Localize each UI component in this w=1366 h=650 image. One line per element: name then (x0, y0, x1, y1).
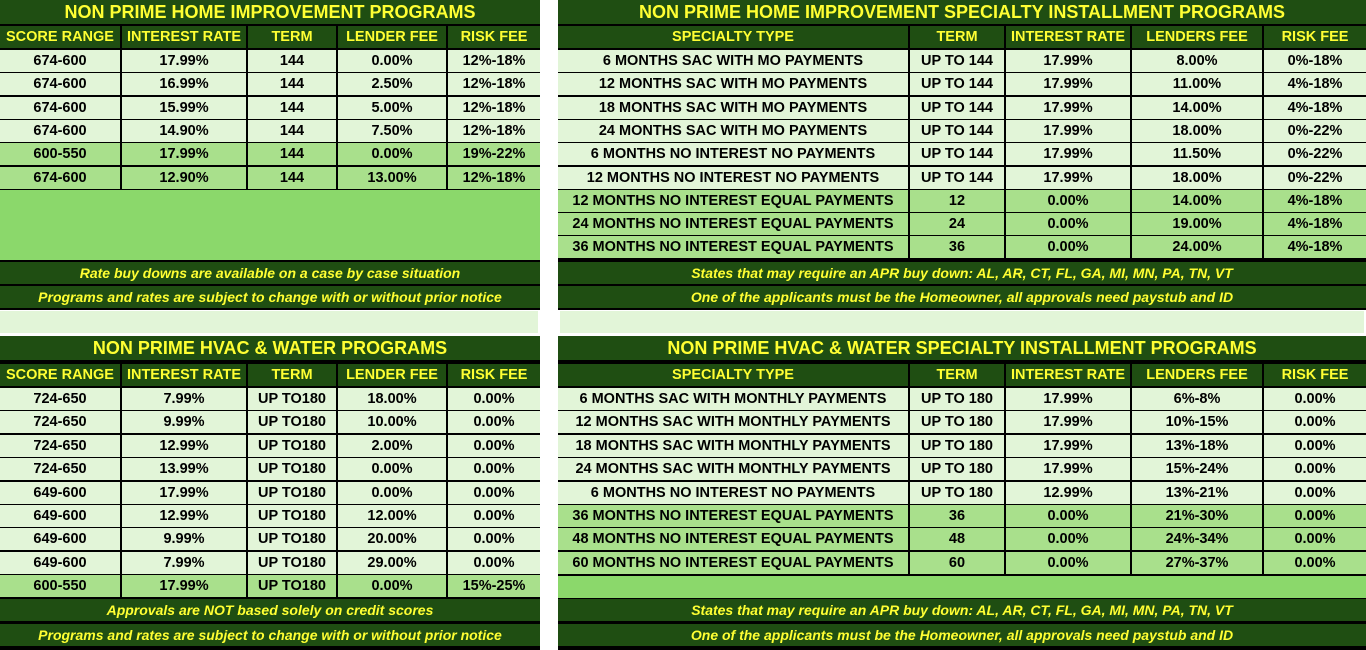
table-cell: 14.00% (1132, 97, 1262, 119)
section-title: NON PRIME HVAC & WATER SPECIALTY INSTALLMENT PROGRAMS (558, 336, 1366, 360)
table-cell: 7.50% (338, 120, 446, 142)
footnote: States that may require an APR buy down: AL, AR, CT, FL, GA, MI, MN, PA, TN, VT (558, 262, 1366, 284)
table-cell: 12 MONTHS SAC WITH MONTHLY PAYMENTS (558, 411, 908, 433)
column-header: SCORE RANGE (0, 364, 120, 386)
table-cell: 0.00% (1264, 435, 1366, 457)
table-cell: 12%-18% (448, 73, 540, 95)
table-cell: UP TO 180 (910, 482, 1004, 504)
table-cell: 144 (248, 120, 336, 142)
table-cell: 12 MONTHS SAC WITH MO PAYMENTS (558, 73, 908, 95)
table-cell: 36 (910, 236, 1004, 258)
table-cell: 0.00% (1006, 505, 1130, 527)
table-cell: 36 MONTHS NO INTEREST EQUAL PAYMENTS (558, 236, 908, 258)
table-cell: 27%-37% (1132, 552, 1262, 574)
table-cell: 17.99% (1006, 411, 1130, 433)
table-cell: 10%-15% (1132, 411, 1262, 433)
table-cell: UP TO 144 (910, 143, 1004, 165)
table-cell: 724-650 (0, 411, 120, 433)
table-cell: UP TO 180 (910, 435, 1004, 457)
table-cell: 144 (248, 167, 336, 189)
table-cell: 6 MONTHS NO INTEREST NO PAYMENTS (558, 143, 908, 165)
column-header: LENDERS FEE (1132, 364, 1262, 386)
table-cell: 12%-18% (448, 167, 540, 189)
table-cell: 12.99% (122, 505, 246, 527)
table-cell: 19.00% (1132, 213, 1262, 235)
table-cell: 0.00% (338, 482, 446, 504)
table-cell: 0.00% (1264, 482, 1366, 504)
table-cell: 12 MONTHS NO INTEREST NO PAYMENTS (558, 167, 908, 189)
table-cell: 0%-18% (1264, 50, 1366, 72)
table-cell: 144 (248, 143, 336, 165)
table-cell: 0.00% (448, 552, 540, 574)
table-cell: 0.00% (1006, 236, 1130, 258)
table-cell: UP TO180 (248, 388, 336, 410)
table-cell: 13.00% (338, 167, 446, 189)
table-cell: 649-600 (0, 482, 120, 504)
table-cell: 0.00% (1006, 552, 1130, 574)
table-cell: 0.00% (1264, 458, 1366, 480)
table-cell: 13%-21% (1132, 482, 1262, 504)
table-cell: UP TO 180 (910, 411, 1004, 433)
footnote: One of the applicants must be the Homeowner, all approvals need paystub and ID (558, 286, 1366, 308)
table-cell: 0.00% (448, 482, 540, 504)
table-cell: 17.99% (1006, 120, 1130, 142)
column-header: SCORE RANGE (0, 26, 120, 48)
column-header: TERM (248, 26, 336, 48)
table-cell: 0.00% (448, 435, 540, 457)
table-cell: 14.90% (122, 120, 246, 142)
hvac-water-programs-table (0, 336, 540, 650)
table-cell: 24 (910, 213, 1004, 235)
table-cell: 17.99% (1006, 73, 1130, 95)
table-cell: 0.00% (338, 575, 446, 597)
table-cell: 18.00% (1132, 167, 1262, 189)
table-cell: 24%-34% (1132, 528, 1262, 550)
footnote: Approvals are NOT based solely on credit scores (0, 599, 540, 621)
table-cell: UP TO180 (248, 528, 336, 550)
table-cell: 4%-18% (1264, 97, 1366, 119)
table-cell: 12%-18% (448, 97, 540, 119)
table-cell: 12%-18% (448, 120, 540, 142)
table-cell: 12 MONTHS NO INTEREST EQUAL PAYMENTS (558, 190, 908, 212)
table-cell: 16.99% (122, 73, 246, 95)
table-cell: 17.99% (122, 143, 246, 165)
table-cell: UP TO180 (248, 552, 336, 574)
column-header: LENDER FEE (338, 364, 446, 386)
table-cell: 0.00% (448, 458, 540, 480)
table-cell: 600-550 (0, 143, 120, 165)
table-cell: 0.00% (1006, 213, 1130, 235)
table-cell: 4%-18% (1264, 213, 1366, 235)
table-cell: 18.00% (338, 388, 446, 410)
table-cell: 0.00% (1264, 388, 1366, 410)
table-cell: 11.50% (1132, 143, 1262, 165)
column-header: INTEREST RATE (1006, 364, 1130, 386)
table-cell: 0%-22% (1264, 167, 1366, 189)
column-header: LENDER FEE (338, 26, 446, 48)
table-cell: 6%-8% (1132, 388, 1262, 410)
table-cell: 29.00% (338, 552, 446, 574)
table-cell: UP TO 144 (910, 73, 1004, 95)
section-title: NON PRIME HOME IMPROVEMENT PROGRAMS (0, 0, 540, 24)
table-cell: 17.99% (1006, 458, 1130, 480)
column-header: SPECIALTY TYPE (558, 26, 908, 48)
table-cell: 24 MONTHS SAC WITH MONTHLY PAYMENTS (558, 458, 908, 480)
table-cell: 0.00% (1006, 528, 1130, 550)
table-cell: 0.00% (448, 411, 540, 433)
table-cell: 19%-22% (448, 143, 540, 165)
table-cell: 674-600 (0, 73, 120, 95)
table-cell: 0.00% (1006, 190, 1130, 212)
table-cell: 0%-22% (1264, 120, 1366, 142)
column-header: RISK FEE (448, 364, 540, 386)
table-cell: 0.00% (338, 143, 446, 165)
table-cell: 7.99% (122, 552, 246, 574)
table-cell: 600-550 (0, 575, 120, 597)
section-title: NON PRIME HOME IMPROVEMENT SPECIALTY INSTALLMENT PROGRAMS (558, 0, 1366, 24)
table-cell: 18 MONTHS SAC WITH MONTHLY PAYMENTS (558, 435, 908, 457)
column-header: RISK FEE (1264, 26, 1366, 48)
table-cell: 144 (248, 97, 336, 119)
table-cell: UP TO180 (248, 435, 336, 457)
table-cell: 17.99% (1006, 167, 1130, 189)
table-cell: 17.99% (1006, 435, 1130, 457)
home-improvement-programs-table (0, 0, 540, 310)
table-cell: 649-600 (0, 505, 120, 527)
table-cell: 2.00% (338, 435, 446, 457)
table-cell: 11.00% (1132, 73, 1262, 95)
table-cell: 4%-18% (1264, 236, 1366, 258)
hvac-water-specialty-table (558, 336, 1366, 650)
footnote: One of the applicants must be the Homeowner, all approvals need paystub and ID (558, 624, 1366, 646)
table-cell: 6 MONTHS NO INTEREST NO PAYMENTS (558, 482, 908, 504)
column-header: RISK FEE (448, 26, 540, 48)
table-cell: 17.99% (1006, 143, 1130, 165)
table-cell: 0%-22% (1264, 143, 1366, 165)
table-cell: 17.99% (1006, 388, 1130, 410)
table-cell: 4%-18% (1264, 73, 1366, 95)
home-improvement-specialty-table (558, 0, 1366, 310)
footnote: Rate buy downs are available on a case by case situation (0, 262, 540, 284)
table-cell: 0.00% (338, 458, 446, 480)
column-header: SPECIALTY TYPE (558, 364, 908, 386)
table-cell: 0.00% (338, 50, 446, 72)
table-cell: 21%-30% (1132, 505, 1262, 527)
table-cell: 6 MONTHS SAC WITH MONTHLY PAYMENTS (558, 388, 908, 410)
table-cell: 17.99% (1006, 97, 1130, 119)
table-cell: 724-650 (0, 388, 120, 410)
spacer-row (0, 311, 538, 333)
table-cell: 0.00% (1264, 411, 1366, 433)
table-cell: 649-600 (0, 528, 120, 550)
column-header: INTEREST RATE (122, 26, 246, 48)
table-cell: UP TO180 (248, 482, 336, 504)
table-cell: 8.00% (1132, 50, 1262, 72)
footnote: Programs and rates are subject to change with or without prior notice (0, 286, 540, 308)
column-header: TERM (910, 26, 1004, 48)
table-cell: 48 (910, 528, 1004, 550)
table-cell: UP TO180 (248, 505, 336, 527)
table-cell: 36 (910, 505, 1004, 527)
table-cell: 144 (248, 73, 336, 95)
table-cell: 12.99% (1006, 482, 1130, 504)
table-cell: 15%-24% (1132, 458, 1262, 480)
table-cell: 12.99% (122, 435, 246, 457)
table-cell: 674-600 (0, 120, 120, 142)
footnote: Programs and rates are subject to change with or without prior notice (0, 624, 540, 646)
column-header: TERM (248, 364, 336, 386)
table-cell: 0.00% (1264, 528, 1366, 550)
column-header: INTEREST RATE (122, 364, 246, 386)
table-cell: 144 (248, 50, 336, 72)
table-cell: UP TO180 (248, 575, 336, 597)
table-cell: 6 MONTHS SAC WITH MO PAYMENTS (558, 50, 908, 72)
table-cell: 4%-18% (1264, 190, 1366, 212)
table-cell: 15.99% (122, 97, 246, 119)
table-cell: 0.00% (448, 505, 540, 527)
table-cell: 24.00% (1132, 236, 1262, 258)
table-cell: 20.00% (338, 528, 446, 550)
table-cell: 60 (910, 552, 1004, 574)
column-header: RISK FEE (1264, 364, 1366, 386)
table-cell: UP TO 144 (910, 120, 1004, 142)
table-cell: 0.00% (448, 528, 540, 550)
table-cell: 24 MONTHS SAC WITH MO PAYMENTS (558, 120, 908, 142)
table-cell: 14.00% (1132, 190, 1262, 212)
table-cell: UP TO 144 (910, 50, 1004, 72)
table-cell: UP TO 180 (910, 458, 1004, 480)
table-cell: 17.99% (122, 50, 246, 72)
table-cell: 17.99% (122, 575, 246, 597)
footnote: States that may require an APR buy down: AL, AR, CT, FL, GA, MI, MN, PA, TN, VT (558, 599, 1366, 621)
table-cell: 36 MONTHS NO INTEREST EQUAL PAYMENTS (558, 505, 908, 527)
table-cell: 0.00% (1264, 505, 1366, 527)
table-cell: 9.99% (122, 411, 246, 433)
table-cell: 9.99% (122, 528, 246, 550)
table-cell: UP TO 144 (910, 97, 1004, 119)
column-header: INTEREST RATE (1006, 26, 1130, 48)
table-cell: 13.99% (122, 458, 246, 480)
table-cell: 12.90% (122, 167, 246, 189)
table-cell: 18 MONTHS SAC WITH MO PAYMENTS (558, 97, 908, 119)
spacer-row (560, 311, 1364, 333)
table-cell: 2.50% (338, 73, 446, 95)
table-cell: 0.00% (448, 388, 540, 410)
table-cell: 18.00% (1132, 120, 1262, 142)
table-cell: 724-650 (0, 435, 120, 457)
table-cell: 7.99% (122, 388, 246, 410)
column-header: TERM (910, 364, 1004, 386)
table-cell: 60 MONTHS NO INTEREST EQUAL PAYMENTS (558, 552, 908, 574)
column-header: LENDERS FEE (1132, 26, 1262, 48)
empty-fill-area (0, 190, 540, 260)
table-cell: UP TO 144 (910, 167, 1004, 189)
table-cell: 48 MONTHS NO INTEREST EQUAL PAYMENTS (558, 528, 908, 550)
table-cell: 12.00% (338, 505, 446, 527)
table-cell: 12 (910, 190, 1004, 212)
table-cell: UP TO 180 (910, 388, 1004, 410)
table-cell: 5.00% (338, 97, 446, 119)
table-cell: 24 MONTHS NO INTEREST EQUAL PAYMENTS (558, 213, 908, 235)
table-cell: 10.00% (338, 411, 446, 433)
table-cell: 674-600 (0, 50, 120, 72)
table-cell: UP TO180 (248, 411, 336, 433)
table-cell: 674-600 (0, 167, 120, 189)
table-cell: 674-600 (0, 97, 120, 119)
table-cell: 649-600 (0, 552, 120, 574)
empty-fill-area (558, 576, 1366, 598)
section-title: NON PRIME HVAC & WATER PROGRAMS (0, 336, 540, 360)
table-cell: 17.99% (122, 482, 246, 504)
table-cell: 0.00% (1264, 552, 1366, 574)
table-cell: UP TO180 (248, 458, 336, 480)
table-cell: 17.99% (1006, 50, 1130, 72)
table-cell: 13%-18% (1132, 435, 1262, 457)
table-cell: 15%-25% (448, 575, 540, 597)
table-cell: 12%-18% (448, 50, 540, 72)
table-cell: 724-650 (0, 458, 120, 480)
